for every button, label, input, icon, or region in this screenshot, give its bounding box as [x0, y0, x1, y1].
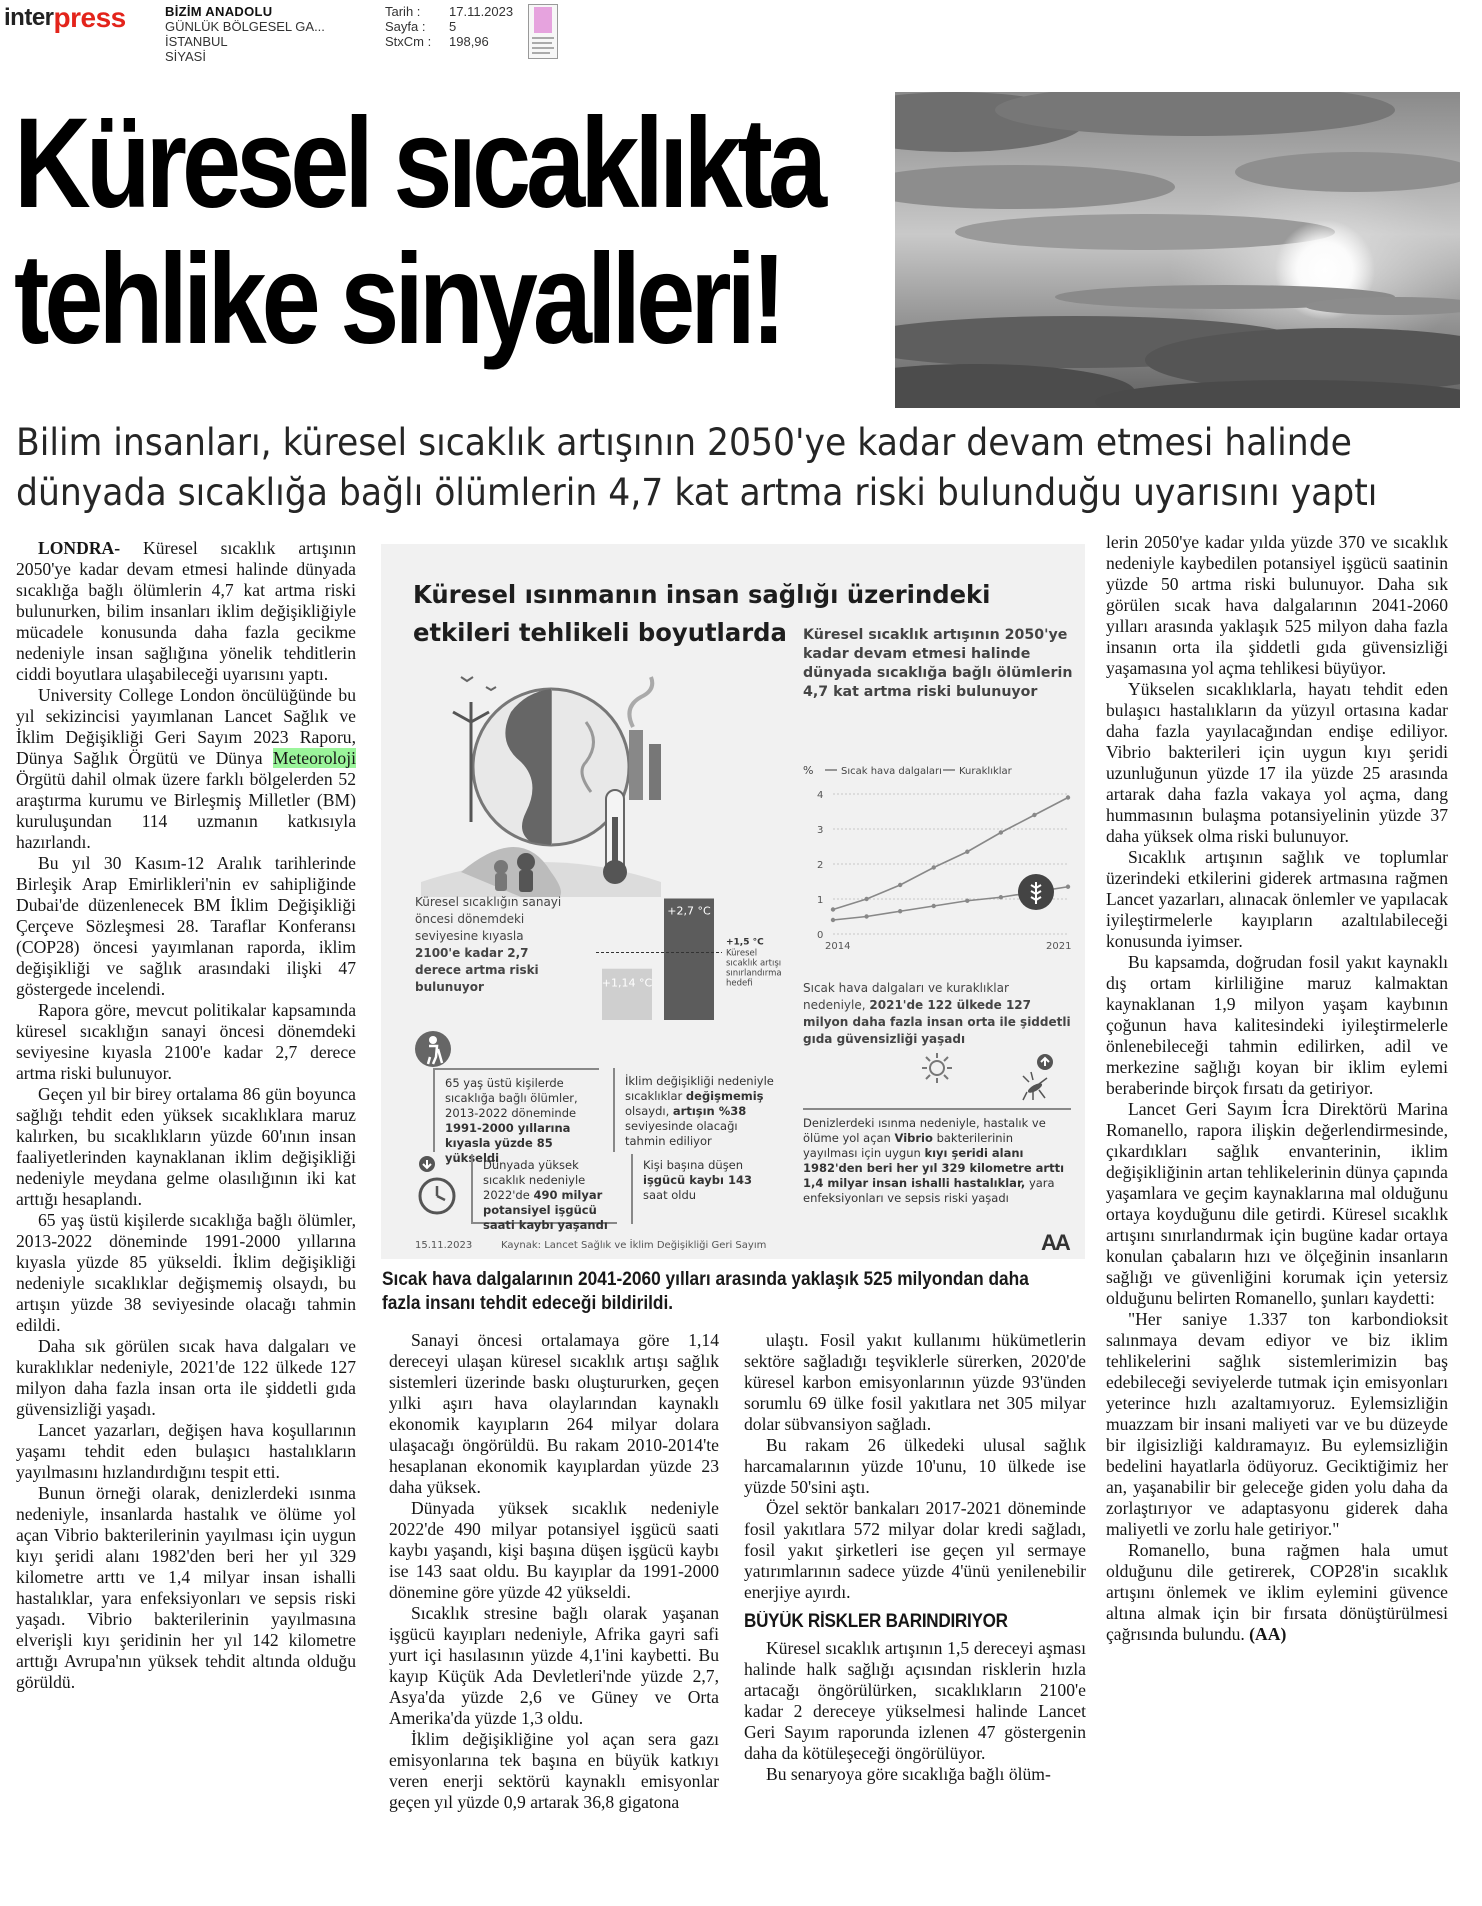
paragraph: Sıcaklık stresine bağlı olarak yaşanan işgücü kayıpları nedeniyle, Afrika gayri safi yurt içi hasılasının yüzde 4,1'ini kaybetti. Bu kayıp Küçük Ada Devletleri'nde yüzde 2,7, Asya'da yüzde 2,6 ve Güney ve Orta Amerika'da yüzde 1,3 oldu. [389, 1603, 719, 1728]
legend-drought-label: Kuraklıklar [959, 766, 1012, 777]
x-tick-end: 2021 [1046, 941, 1072, 952]
paragraph: LONDRA- Küresel sıcaklık artışının 2050'ye kadar devam etmesi halinde dünyada sıcaklığa bağlı ölümlerin 4,7 kat artma riski bulunurken, bilim insanları iklim değişikliğiyle mücadele konusunda daha fazla gecikme nedeniyle insan sağlığına yönelik tehditlerin ciddi boyutlara ulaşabileceği uyarısını yaptı. [16, 538, 356, 684]
heat-drought-line-chart [793, 764, 1083, 964]
bar-2100-value: +2,7 °C [667, 904, 711, 918]
drought-series-point [999, 895, 1003, 899]
paragraph: Lancet Geri Sayım İcra Direktörü Marina Romanello, rapora ilişkin değerlendirmesinde, çıkardıkları sağlık envanterinin, iklim değişikliğinin artan tehlikelerinin dünya çapında yaşamlara ve geçim kaynaklarına mal olduğunu ortaya koyduğunu dile getirdi. Küresel sıcaklık artışını sınırlandırmak için bugüne kadar ortaya konulan çabaların hızı ve ölçeğinin insanların sağlığı ve güvenliğini korumak için yetersiz olduğunu belirten Romanello, şunları kaydetti: [1106, 1099, 1448, 1308]
article-column-1 [16, 538, 356, 1903]
heat-series-point [965, 850, 969, 854]
drought-series-point [1066, 885, 1070, 889]
meta-date: Tarih : 17.11.2023 [385, 4, 514, 19]
section-subheading: BÜYÜK RİSKLER BARINDIRIYOR [744, 1611, 1008, 1632]
deck-line-1: Bilim insanları, küresel sıcaklık artışının 2050'ye kadar devam etmesi halinde [16, 421, 1352, 464]
elderly-stat-box: 65 yaş üstü kişilerde sıcaklığa bağlı ölümler, 2013-2022 döneminde 1991-2000 yıllarına kıyasla yüzde 85 yükseldi [433, 1068, 599, 1152]
paragraph: Sanayi öncesi ortalamaya göre 1,14 dereceyi ulaşan küresel sıcaklık artışı sağlık sistemleri üzerinde baskı oluştururken, geçen yılki aşırı hava olaylarından kaynaklı ekonomik kayıpların 264 milyar dolara ulaşacağı öngörüldü. Bu rakam 2010-2014'te hesaplanan ekonomik kayıplardan yüzde 23 daha yüksek. [389, 1330, 719, 1497]
paragraph: Yükselen sıcaklıklarla, hayatı tehdit eden bulaşıcı hastalıkların da yüzyıl ortasına kadar daha fazla yayılacağından endişe ediliyor. Vibrio bakterileri için uygun kıyı şeridi uzunluğunun yüzde 17 ila yüzde 25 arasında artarak daha fazla vakaya yol açma, dang hummasının bulaşma potansiyelinin yüzde 37 daha yüksek olma riski bulunuyor. [1106, 679, 1448, 846]
heat-series-point [932, 865, 936, 869]
article-column-2 [389, 1330, 719, 1902]
paragraph: Lancet yazarları, değişen hava koşullarının yaşamı tehdit eden bulaşıcı hastalıkların yayılmasını hızlandırdığını tespit etti. [16, 1420, 356, 1482]
paragraph: Özel sektör bankaları 2017-2021 döneminde fosil yakıtlara 572 milyar dolar kredi sağladı, fosil yakıt şirketleri ise geçen yıl sermaye yatırımlarının sadece yüzde 4'ünü yenilenebilir enerjiye ayırdı. [744, 1498, 1086, 1602]
infographic-risk-text: Küresel sıcaklık artışının 2050'ye kadar devam etmesi halinde dünyada sıcaklığa bağlı ölümlerin 4,7 kat artma riski bulunuyor [803, 627, 1073, 700]
vibrio-stat-box: Denizlerdeki ısınma nedeniyle, hastalık ve ölüme yol açan Vibrio bakterilerinin yayılması için uygun kıyı şeridi alanı 1982'den beri her yıl 329 kilometre arttı 1,4 milyar insan ishalli hastalıklar, yara enfeksiyonları ve sepsis riski yaşadı [803, 1108, 1071, 1218]
infographic-caption: Sıcak hava dalgalarının 2041-2060 yılları arasında yaklaşık 525 milyondan daha fazla insanı tehdit edeceği bildirildi. [382, 1269, 1029, 1314]
legend-heat-label: Sıcak hava dalgaları [841, 766, 942, 777]
publication-name: BİZİM ANADOLU [165, 4, 273, 19]
target-label: sınırlandırma [726, 968, 782, 979]
paragraph: Sıcaklık artışının sağlık ve toplumlar üzerindeki etkilerini giderek artmasına rağmen Lancet yazarları, alınacak önlemler ve yapılacak iyileştirmelerle kayıpların azaltılabileceği konusunda iyimser. [1106, 847, 1448, 951]
infographic-title-line-1: Küresel ısınmanın insan sağlığı üzerindeki [413, 580, 991, 609]
paragraph: Bu kapsamda, doğrudan fosil yakıt kaynaklı dış ortam kirliliğine maruz kalmaktan kaynaklanan 1,9 milyon yaşam kaybının çoğunun hava kalitesindeki iyileştirmelerle önlenebileceği tahmin edilirken, adil ve merkezine sağlığı koyan bir iklim eylemi beraberinde birçok fırsatı da getiriyor. [1106, 952, 1448, 1098]
paragraph: Rapora göre, mevcut politikalar kapsamında küresel sıcaklığın sanayi öncesi dönemdeki seviyesine kıyasla 2100'e kadar 2,7 derece artma riski bulunuyor. [16, 1000, 356, 1083]
interpress-logo: interpress [4, 2, 126, 33]
y-tick-label: 3 [817, 825, 824, 836]
highlighted-keyword: Meteoroloji [272, 748, 356, 768]
paragraph: Küresel sıcaklık artışının 1,5 dereceyi aşması halinde halk sağlığı açısından risklerin hızla artacağı öngörülürken, sıcaklıkların 2100'e kadar 2 dereceye yükselmesi halinde Lancet Geri Sayım raporunda izlenen 47 göstergenin daha da kötüleşeceği öngörülüyor. [744, 1638, 1086, 1763]
line-chart-caption: Sıcak hava dalgaları ve kuraklıklar nedeniyle, 2021'de 122 ülkede 127 milyon daha fazla insan orta ile şiddetli gıda güvensizliği yaşadı [803, 981, 1071, 1046]
paragraph: ulaştı. Fosil yakıt kullanımı hükümetlerin sektöre sağladığı teşviklerle sürerken, 2020'de küresel karbon emisyonlarının yüzde 93'ünden sorumlu 69 ülke fosil yakıtlara net 305 milyar dolar sübvansiyon sağladı. [744, 1330, 1086, 1434]
paragraph: Geçen yıl bir birey ortalama 86 gün boyunca sağlığı tehdit eden yüksek sıcaklıklara maruz kalırken, bu sıcaklıkların yüzde 60'ının insan faaliyetlerinden kaynaklanan iklim değişikliği nedeniyle meydana gelme olasılığının iki kat arttığı hesaplandı. [16, 1084, 356, 1209]
line-chart-unit: % [803, 764, 814, 777]
x-tick-start: 2014 [825, 941, 851, 952]
page-thumbnail[interactable] [528, 4, 558, 59]
publication-city: İSTANBUL [165, 34, 228, 49]
paragraph: Bunun örneği olarak, denizlerdeki ısınma nedeniyle, insanlarda hastalık ve ölüme yol açan Vibrio bakterilerinin yayılması için uygun kıyı şeridi alanı 1982'den beri her yıl 329 kilometre arttı ve 1,4 milyar insan ishalli hastalıklar, yara enfeksiyonları ve sepsis riski yaşadı. Vibrio bakterilerinin yayılmasına elverişli kıyı şeridinin her yıl 142 kilometre arttığı Avrupa'nın yüksek tehdit altında olduğu görüldü. [16, 1483, 356, 1692]
clock-icon [415, 1156, 459, 1216]
meta-size: StxCm : 198,96 [385, 34, 489, 49]
per-person-loss-box: Kişi başına düşen işgücü kaybı 143 saat oldu [631, 1154, 757, 1224]
meta-page: Sayfa : 5 [385, 19, 457, 34]
article-deck [16, 418, 1378, 518]
article-column-4 [1106, 532, 1448, 1902]
thumbnail-highlight [534, 7, 552, 33]
clipping-header [0, 0, 1482, 80]
paragraph: 65 yaş üstü kişilerde sıcaklığa bağlı ölümler, 2013-2022 döneminde 1991-2000 yıllarına kıyasla yüzde 85 yükseldi. İklim değişikliği nedeniyle sıcaklıklar değişmemiş olsaydı, bu artışın yüzde 38 seviyesinde olacağı tahmin edildi. [16, 1210, 356, 1335]
y-tick-label: 1 [817, 895, 824, 906]
publication-category: SİYASİ [165, 49, 206, 64]
y-tick-label: 4 [817, 790, 824, 801]
y-tick-label: 0 [817, 930, 824, 941]
target-label: hedefi [726, 978, 753, 989]
heat-series-point [864, 897, 868, 901]
target-value: +1,5 °C [726, 937, 764, 948]
paragraph: "Her saniye 1.337 ton karbondioksit salınmaya devam ediyor ve biz iklim tehlikelerini sağlık sistemlerimizin baş edebileceği seviyelerde tutmak için emisyonları yeterince hızlı azaltamıyoruz. Eylemsizliğin muazzam bir insani maliyeti var ve bu düzeyde bir ilgisizliği kaldıramayız. Bu eylemsizliğin bedelini hayatlarla ödüyoruz. Geciktiğimiz her an, yaşanabilir bir geleceğe giden yolu daha da zorlaştırıyor ve adaptasyonu giderek daha maliyetli ve zorlu hale getiriyor." [1106, 1309, 1448, 1539]
heat-series-point [999, 830, 1003, 834]
clipping-meta [385, 4, 513, 49]
drought-series-point [831, 918, 835, 922]
deck-line-2: dünyada sıcaklığa bağlı ölümlerin 4,7 kat artma riski bulunduğu uyarısını yaptı [16, 471, 1378, 514]
infographic-source: Kaynak: Lancet Sağlık ve İklim Değişikliği Geri Sayım [501, 1240, 767, 1251]
elderly-icon [413, 1029, 453, 1069]
aa-agency-logo: AA [1041, 1230, 1069, 1255]
article-headline [14, 92, 852, 371]
headline-line-2: tehlike sinyalleri! [14, 228, 782, 371]
bar-chart-description: Küresel sıcaklığın sanayi öncesi dönemdeki seviyesine kıyasla 2100'e kadar 2,7 derece artma riski bulunuyor [415, 895, 562, 994]
paragraph: lerin 2050'ye kadar yılda yüzde 370 ve sıcaklık nedeniyle kaybedilen potansiyel işgücü saatinin yüzde 50 artma riski bulunuyor. Daha sık görülen sıcak hava dalgalarının 2041-2060 yılları arasında yaklaşık 525 milyon daha fazla insanın orta ila şiddetli gıda güvensizliği yaşamasına yol açma tehlikesi büyüyor. [1106, 532, 1448, 678]
wheat-icon [1018, 874, 1054, 910]
climate-stat-box: İklim değişikliği nedeniyle sıcaklıklar değişmemiş olsaydı, artışın %38 seviyesinde olacağı tahmin ediliyor [613, 1068, 781, 1152]
paragraph: Bu rakam 26 ülkedeki ulusal sağlık harcamalarının yüzde 10'unu, 10 ülkede ise yüzde 50'sini aştı. [744, 1435, 1086, 1497]
dateline: LONDRA- [38, 538, 121, 558]
paragraph: İklim değişikliğine yol açan sera gazı emisyonlarına tek başına en büyük katkıyı veren enerji sektörü kaynaklı emisyonlar geçen yıl yüzde 0,9 artarak 36,8 gigatona [389, 1729, 719, 1812]
publication-type: GÜNLÜK BÖLGESEL GA... [165, 19, 325, 34]
sun-icon [921, 1052, 953, 1084]
article-column-3 [744, 1330, 1086, 1902]
agency-signature: (AA) [1249, 1624, 1287, 1644]
paragraph: Romanello, buna rağmen hala umut olduğunu dile getirerek, COP28'in sıcaklık artışını önlemek ve iklim eylemini güvence altına almak için bir fırsata dönüştürülmesi çağrısında bulundu. (AA) [1106, 1540, 1448, 1644]
paragraph: Daha sık görülen sıcak hava dalgaları ve kuraklıklar nedeniyle, 2021'de 122 ülkede 127 milyon daha fazla insan orta ile şiddetli gıda güvensizliği yaşadı. [16, 1336, 356, 1419]
sky-sun-photo [895, 92, 1460, 408]
drought-series-point [965, 899, 969, 903]
drought-series-point [898, 909, 902, 913]
temperature-bar-chart [566, 862, 806, 1022]
heat-series-point [831, 907, 835, 911]
paragraph: University College London öncülüğünde bu yıl sekizincisi yayımlanan Lancet Sağlık ve İklim Değişikliği Geri Sayım 2023 Raporu, Dünya Sağlık Örgütü ve Dünya Meteoroloji Örgütü dahil olmak üzere farklı bölgelerden 52 araştırma kurumu ve Birleşmiş Milletler (BM) kuruluşundan 114 uzmanın katkısıyla hazırlandı. [16, 685, 356, 852]
paragraph: Dünyada yüksek sıcaklık nedeniyle 2022'de 490 milyar potansiyel işgücü saati kaybı yaşandı, kişi başına düşen işgücü kaybı ise 143 saat oldu. Bu kayıplar da 1991-2000 dönemine göre yüzde 42 yükseldi. [389, 1498, 719, 1602]
headline-line-1: Küresel sıcaklıkta [14, 92, 823, 235]
target-label: sıcaklık artışı [726, 958, 782, 969]
heat-series-point [1032, 813, 1036, 817]
publication-info [165, 4, 325, 64]
infographic-date: 15.11.2023 [415, 1240, 473, 1251]
mosquito-icon [1021, 1054, 1061, 1104]
bar-2013-2022-value: +1,14 °C [601, 976, 653, 990]
target-label: Küresel [726, 948, 758, 959]
drought-series-point [864, 914, 868, 918]
paragraph: Bu senaryoya göre sıcaklığa bağlı ölüm- [766, 1764, 1051, 1784]
drought-series-point [932, 904, 936, 908]
labor-loss-box: Dünyada yüksek sıcaklık nedeniyle 2022'de 490 milyar potansiyel işgücü saati kaybı yaşandı [471, 1154, 617, 1224]
heat-series-point [898, 883, 902, 887]
infographic [381, 544, 1085, 1259]
y-tick-label: 2 [817, 860, 824, 871]
infographic-title-line-2: etkileri tehlikeli boyutlarda [413, 618, 787, 647]
heat-series-point [1066, 795, 1070, 799]
paragraph: Bu yıl 30 Kasım-12 Aralık tarihlerinde Birleşik Arap Emirlikleri'nin ev sahipliğinde Dubai'de düzenlenecek BM İklim Değişikliği Çerçeve Sözleşmesi 28. Taraflar Konferansı (COP28) öncesi yayımlanan raporda, iklim değişikliği ve sağlık arasındaki ilişki 47 göstergede incelendi. [16, 853, 356, 999]
